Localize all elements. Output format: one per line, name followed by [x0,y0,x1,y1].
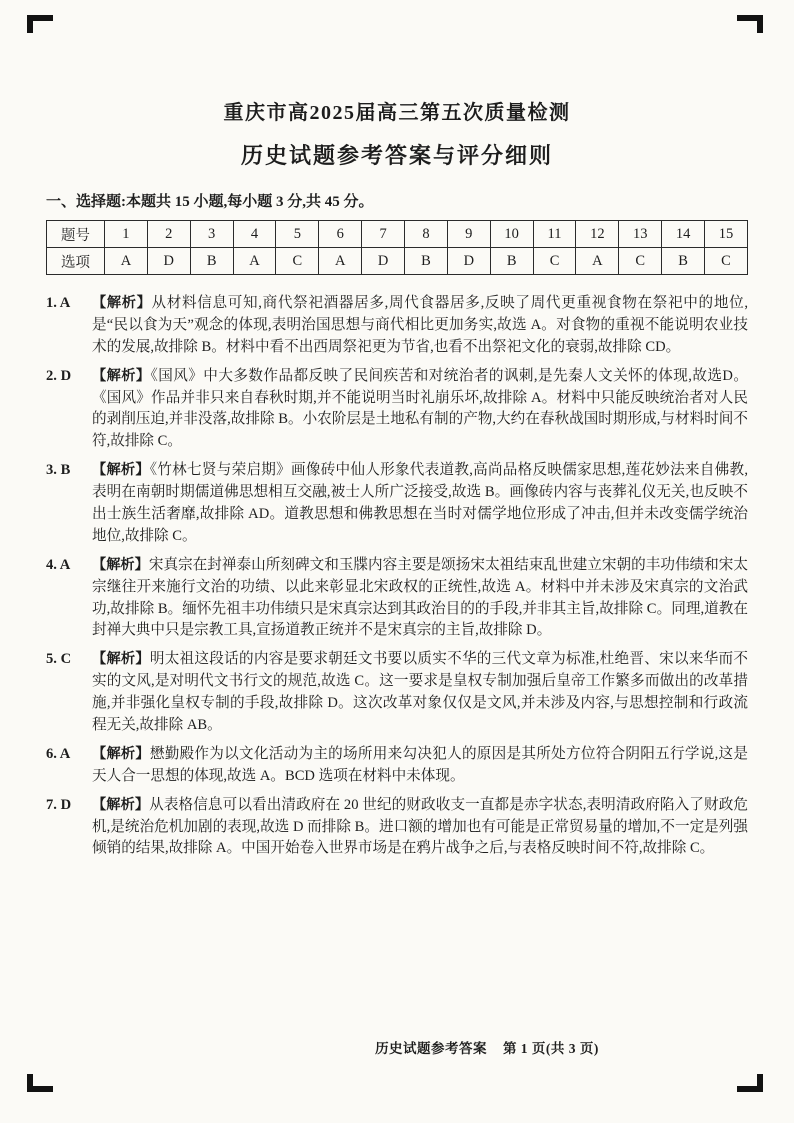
footer-page-number: 第 1 页(共 3 页) [502,1041,599,1056]
scan-corner-mark-top-left [27,15,53,33]
analysis-tag: 【解析】 [92,651,150,668]
table-cell-answer: A [233,248,276,275]
table-cell-number: 5 [276,221,319,248]
explanation-text [92,795,748,861]
answer-table-answer-row [47,248,748,275]
table-cell-answer: A [576,248,619,275]
analysis-tag: 【解析】 [92,462,150,479]
table-cell-answer: C [533,248,576,275]
explanation-label: 6. A [46,745,71,762]
table-cell-number: 8 [405,221,448,248]
scan-corner-mark-bottom-left [27,1074,53,1092]
explanation-body: 从表格信息可以看出清政府在 20 世纪的财政收支一直都是赤字状态,表明清政府陷入了财政危机,是统治危机加剧的表现,故选 D 而排除 B。进口额的增加也有可能是正常贸易量的增加,不一定是列强倾销的结果,故排除 A。中国开始卷入世界市场是在鸦片战争之后,与表格反映时间不符,故排除 C。 [92,796,748,857]
explanation-label: 7. D [46,796,72,813]
footer-doc-name: 历史试题参考答案 [375,1041,488,1056]
table-row-label-number: 题号 [47,221,105,248]
analysis-tag: 【解析】 [92,295,152,311]
table-cell-answer: D [447,248,490,275]
explanation-text [92,366,748,454]
explanation-item-4 [46,555,748,643]
scan-corner-mark-top-right [737,15,763,33]
explanation-item-5 [46,649,748,737]
explanation-item-7 [46,795,748,861]
table-cell-answer: D [147,248,190,275]
table-cell-answer: B [662,248,705,275]
table-cell-number: 13 [619,221,662,248]
table-cell-number: 6 [319,221,362,248]
explanation-text [92,460,748,548]
table-cell-number: 4 [233,221,276,248]
table-cell-answer: C [276,248,319,275]
explanation-list [46,293,748,860]
section-header-multiple-choice: 一、选择题:本题共 15 小题,每小题 3 分,共 45 分。 [46,194,374,210]
table-cell-number: 9 [447,221,490,248]
explanation-text [92,555,748,643]
page-subtitle: 历史试题参考答案与评分细则 [240,143,553,168]
table-cell-answer: B [190,248,233,275]
explanation-body: 宋真宗在封禅泰山所刻碑文和玉牒内容主要是颂扬宋太祖结束乱世建立宋朝的丰功伟绩和宋太宗继往开来施行文治的功绩、以此来彰显北宋政权的正统性,故选 A。材料中并未涉及宋真宗的文治武功,故排除 B。缅怀先祖丰功伟绩只是宋真宗达到其政治目的的手段,并非其主旨,故排除 C。同理,道教在封禅大典中只是宗教工具,宣扬道教正统并不是宋真宗的主旨,故排除 D。 [92,556,748,639]
table-cell-number: 7 [362,221,405,248]
explanation-body: 明太祖这段话的内容是要求朝廷文书要以质实不华的三代文章为标准,杜绝晋、宋以来华而不实的文风,是对明代文书行文的规范,故选 C。这一要求是皇权专制加强后皇帝工作繁多而做出的改革措施,并非强化皇权专制的手段,故排除 D。这次改革对象仅仅是文风,并未涉及内容,与思想控制和行政流程无关,故排除 AB。 [92,651,748,734]
explanation-label: 4. A [46,556,71,573]
table-cell-answer: B [405,248,448,275]
explanation-item-6 [46,744,748,788]
table-cell-answer: C [705,248,748,275]
table-cell-answer: A [105,248,148,275]
analysis-tag: 【解析】 [92,745,150,762]
analysis-tag: 【解析】 [92,796,150,813]
page-title: 重庆市高2025届高三第五次质量检测 [223,102,571,124]
answer-table [46,220,748,275]
explanation-item-2 [46,366,748,454]
explanation-body: 懋勤殿作为以文化活动为主的场所用来勾决犯人的原因是其所处方位符合阴阳五行学说,这是天人合一思想的体现,故选 A。BCD 选项在材料中未体现。 [92,745,748,784]
explanation-label: 1. A [46,295,71,311]
table-cell-number: 12 [576,221,619,248]
scan-corner-mark-bottom-right [737,1074,763,1092]
explanation-item-3 [46,460,748,548]
table-cell-number: 15 [705,221,748,248]
explanation-text [92,744,748,788]
table-cell-number: 1 [105,221,148,248]
explanation-body: 《竹林七贤与荣启期》画像砖中仙人形象代表道教,高尚品格反映儒家思想,莲花妙法来自佛教,表明在南朝时期儒道佛思想相互交融,被士人所广泛接受,故选 B。画像砖内容与丧葬礼仪无关,也反映不出士族生活奢靡,故排除 AD。道教思想和佛教思想在当时对儒学地位形成了冲击,但并未改变儒学统治地位,故排除 C。 [92,462,748,544]
table-cell-answer: D [362,248,405,275]
table-cell-answer: A [319,248,362,275]
table-cell-number: 14 [662,221,705,248]
table-cell-answer: B [490,248,533,275]
table-row-label-answer: 选项 [47,248,105,275]
explanation-label: 2. D [46,367,72,384]
table-cell-number: 2 [147,221,190,248]
answer-table-number-row [47,221,748,248]
explanation-label: 5. C [46,651,72,668]
explanation-item-1 [46,293,748,359]
table-cell-number: 10 [490,221,533,248]
analysis-tag: 【解析】 [92,556,149,573]
explanation-label: 3. B [46,462,71,479]
explanation-text [92,293,748,359]
analysis-tag: 【解析】 [92,367,151,384]
table-cell-answer: C [619,248,662,275]
page-footer [0,1037,794,1057]
table-cell-number: 3 [190,221,233,248]
explanation-text [92,649,748,737]
explanation-body: 《国风》中大多数作品都反映了民间疾苦和对统治者的讽刺,是先秦人文关怀的体现,故选D。《国风》作品并非只来自春秋时期,并不能说明当时礼崩乐坏,故排除 A。材料中只能反映统治者对人民的剥削压迫,并非没落,故排除 B。小农阶层是土地私有制的产物,大约在春秋战国时期形成,与材料时间不符,故排除 C。 [92,367,748,450]
table-cell-number: 11 [533,221,576,248]
explanation-body: 从材料信息可知,商代祭祀酒器居多,周代食器居多,反映了周代更重视食物在祭祀中的地位,是“民以食为天”观念的体现,表明治国思想与商代相比更加务实,故选 A。对食物的重视不能说明农业技术的发展,故排除 B。材料中看不出西周祭祀更为节省,也看不出祭祀文化的衰弱,故排除 CD。 [92,295,748,355]
